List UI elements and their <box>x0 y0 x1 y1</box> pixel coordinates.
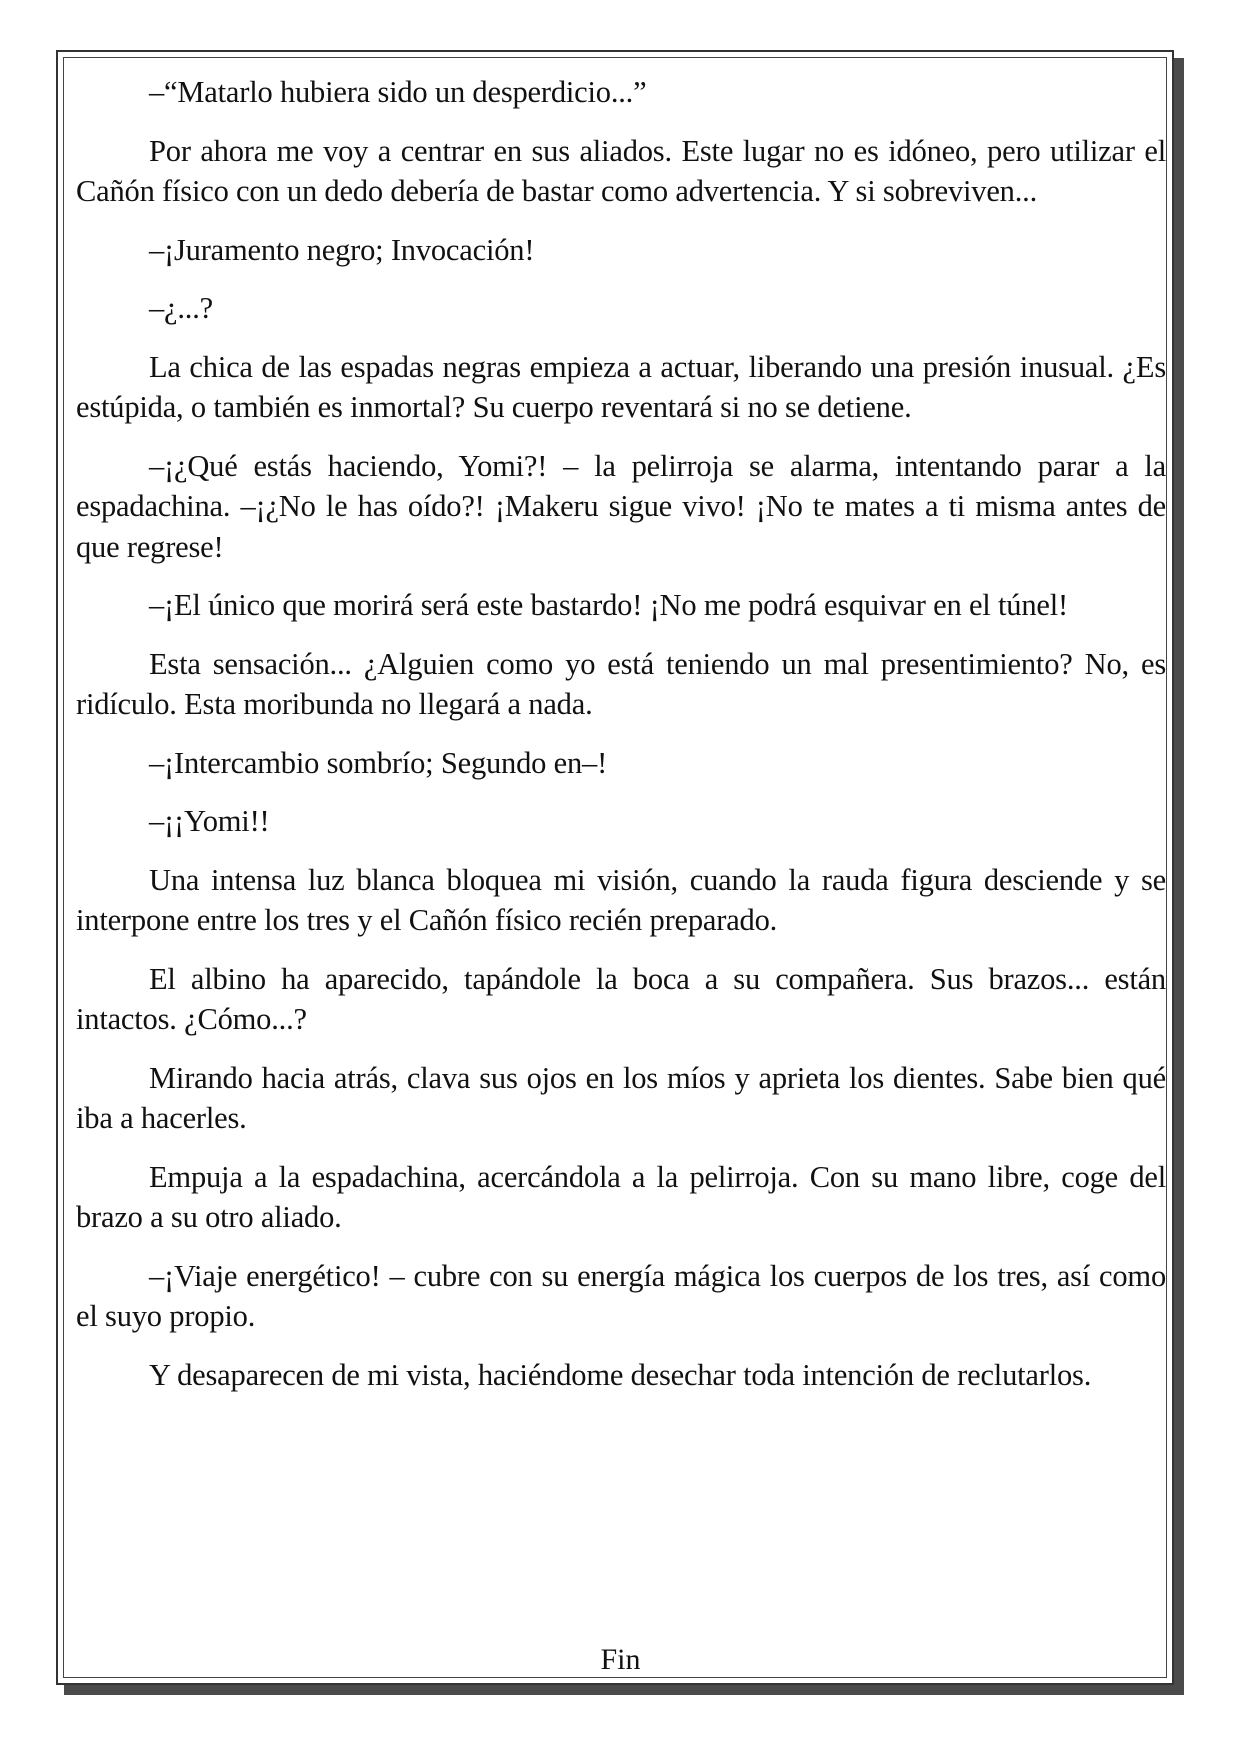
paragraph: –¡¡Yomi!! <box>149 804 270 838</box>
paragraph: Mirando hacia atrás, clava sus ojos en los míos y aprieta los dientes. Sabe bien qué iba a hacerles. <box>76 1060 1166 1135</box>
paragraph: Y desaparecen de mi vista, haciéndome desechar toda intención de reclutarlos. <box>149 1357 1092 1392</box>
paragraph: –¡Juramento negro; Invocación! <box>149 232 535 267</box>
paragraph: –¿...? <box>149 291 213 325</box>
paragraph: Una intensa luz blanca bloquea mi visión, cuando la rauda figura desciende y se interpone entre los tres y el Cañón físico recién preparado. <box>76 862 1166 937</box>
paragraph: –¡El único que morirá será este bastardo! ¡No me podrá esquivar en el túnel! <box>149 588 1068 622</box>
paragraph: Por ahora me voy a centrar en sus aliados. Este lugar no es idóneo, pero utilizar el Cañón físico con un dedo debería de bastar como advertencia. Y si sobreviven... <box>76 133 1166 208</box>
paragraph: Empuja a la espadachina, acercándola a la pelirroja. Con su mano libre, coge del brazo a su otro aliado. <box>76 1159 1166 1234</box>
paragraph: La chica de las espadas negras empieza a actuar, liberando una presión inusual. ¿Es estúpida, o también es inmortal? Su cuerpo reventará si no se detiene. <box>76 349 1166 424</box>
end-label: Fin <box>600 1643 641 1676</box>
paragraph: El albino ha aparecido, tapándole la boca a su compañera. Sus brazos... están intactos. ¿Cómo...? <box>76 961 1166 1036</box>
paragraph: –“Matarlo hubiera sido un desperdicio...” <box>149 75 647 109</box>
paragraph: –¡Intercambio sombrío; Segundo en–! <box>149 745 608 780</box>
paragraph: –¡¿Qué estás haciendo, Yomi?! – la pelirroja se alarma, intentando parar a la espadachina. –¡¿No le has oído?! ¡Makeru sigue vivo! ¡No te mates a ti misma antes de que regrese! <box>76 448 1166 564</box>
paragraph: Esta sensación... ¿Alguien como yo está teniendo un mal presentimiento? No, es ridículo. Esta moribunda no llegará a nada. <box>76 646 1166 721</box>
story-text <box>76 72 1166 1413</box>
paragraph: –¡Viaje energético! – cubre con su energía mágica los cuerpos de los tres, así como el suyo propio. <box>76 1258 1166 1333</box>
